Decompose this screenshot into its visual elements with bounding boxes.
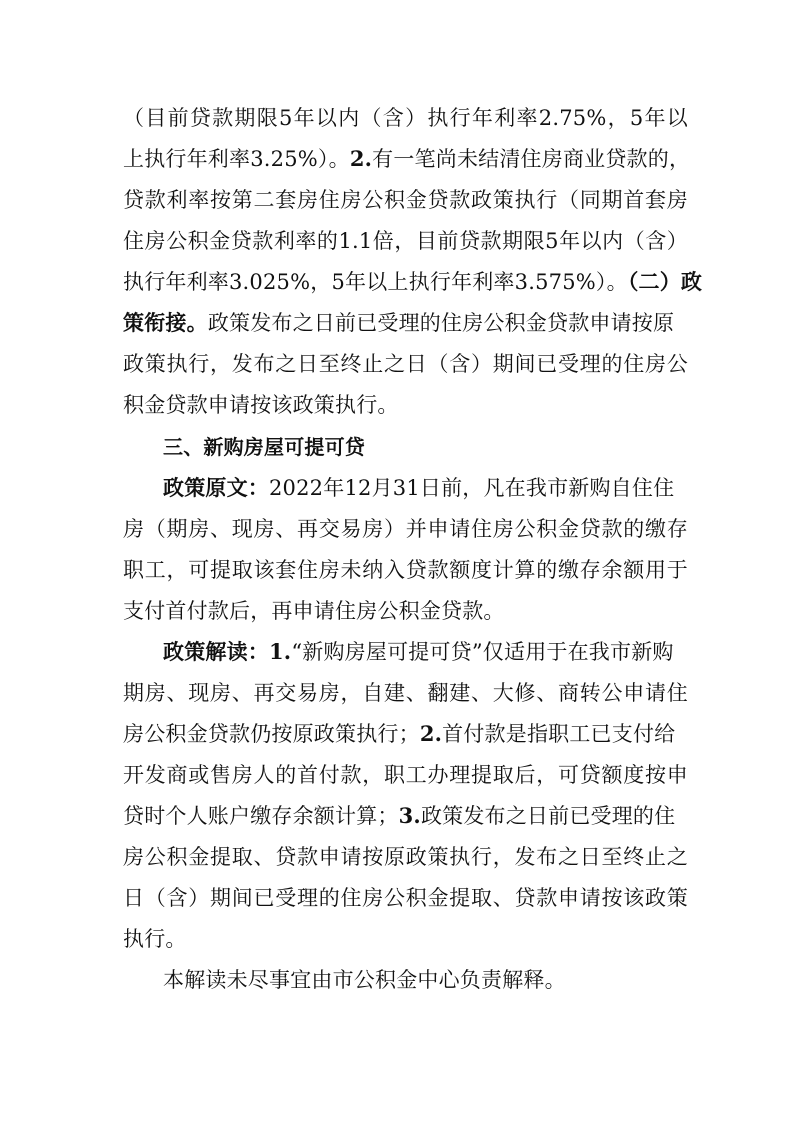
text-line [123,223,688,259]
text-span: 政策发布之日前已受理的住房公积金贷款申请按原 [207,311,675,335]
text-line [123,593,688,629]
text-line [123,716,688,752]
text-span: “新购房屋可提可贷”仅适用于在我市新购 [291,640,674,664]
text-line [123,182,688,218]
text-line [123,552,688,588]
text-span: （目前贷款期限5年以内（含）执行年利率2.75%，5年以 [123,106,688,130]
section-title: 三、新购房屋可提可贷 [163,435,365,459]
text-line [163,470,688,506]
text-span: 本解读未尽事宜由市公积金中心负责解释。 [163,968,566,992]
text-span: 期房、现房、再交易房，自建、翻建、大修、商转公申请住 [123,681,688,705]
text-span: 房公积金提取、贷款申请按原政策执行，发布之日至终止之 [123,845,688,869]
text-span: 2022年12月31日前，凡在我市新购自住住 [269,476,675,500]
section-heading [163,429,728,465]
text-span: 职工，可提取该套住房未纳入贷款额度计算的缴存余额用于 [123,558,688,582]
text-span: 积金贷款申请按该政策执行。 [123,393,399,417]
text-line [123,757,688,793]
bold-heading: （二）政 [627,269,703,294]
text-span: 首付款是指职工已支付给 [442,722,676,746]
text-span: 政策发布之日前已受理的住 [420,804,676,828]
text-span: 日（含）期间已受理的住房公积金提取、贷款申请按该政策 [123,886,688,910]
text-line [123,141,691,177]
item-number: 3. [398,803,421,828]
item-number: 1. [269,639,292,664]
text-line [163,634,688,670]
text-span: 住房公积金贷款利率的1.1倍，目前贷款期限5年以内（含） [123,229,688,253]
text-span: 开发商或售房人的首付款，职工办理提取后，可贷额度按申 [123,763,688,787]
text-line [123,305,688,341]
text-line [123,511,688,547]
text-line [123,839,688,875]
text-line [123,387,688,423]
item-number: 2. [349,146,373,171]
text-span: 执行。 [123,927,187,951]
text-span: 房（期房、现房、再交易房）并申请住房公积金贷款的缴存 [123,517,688,541]
closing-note [163,962,688,998]
bold-heading: 策衔接。 [123,310,208,335]
text-span: 有一笔尚未结清住房商业贷款的， [372,147,691,171]
label-policy-original: 政策原文： [163,475,269,500]
text-line [123,921,688,957]
text-span: 房公积金贷款仍按原政策执行； [123,722,420,746]
text-line [123,100,688,136]
text-line [123,346,688,382]
text-span: 上执行年利率3.25%）。 [123,147,350,171]
item-number: 2. [419,721,443,746]
text-span: 执行年利率3.025%，5年以上执行年利率3.575%）。 [123,270,628,294]
text-span: 支付首付款后，再申请住房公积金贷款。 [123,599,505,623]
text-line [123,675,688,711]
text-line [123,880,688,916]
label-policy-interpretation: 政策解读： [163,639,269,664]
text-span: 政策执行，发布之日至终止之日（含）期间已受理的住房公 [123,352,688,376]
text-span: 贷时个人账户缴存余额计算； [123,804,399,828]
text-line [123,798,688,834]
text-line [123,264,703,300]
text-span: 贷款利率按第二套房住房公积金贷款政策执行（同期首套房 [123,188,688,212]
